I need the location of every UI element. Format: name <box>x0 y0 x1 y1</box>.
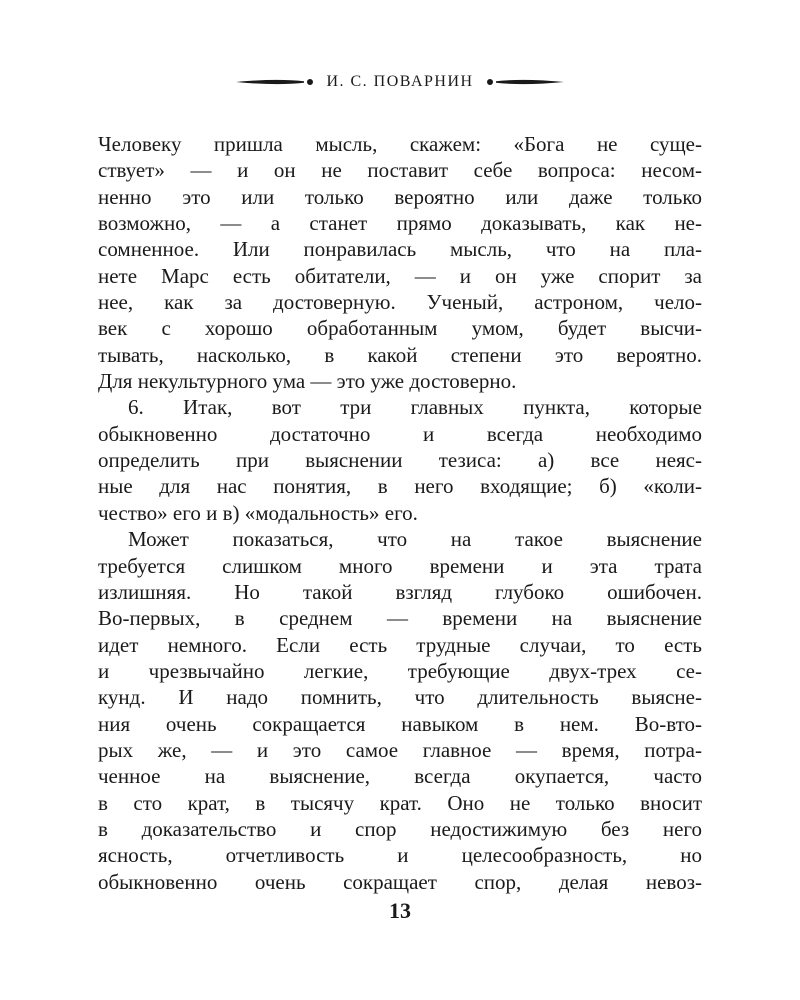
text-line: Во-первых, в среднем — времени на выяснение <box>98 606 702 631</box>
text-line: ные для нас понятия, в него входящие; б) «коли- <box>98 474 702 499</box>
text-line: нее, как за достоверную. Ученый, астроном, чело- <box>98 290 702 315</box>
running-head <box>0 70 800 94</box>
text-line: возможно, — а станет прямо доказывать, как не- <box>98 211 702 236</box>
text-line: рых же, — и это самое главное — время, потра- <box>98 737 702 762</box>
running-head-title: И. С. ПОВАРНИН <box>326 73 474 90</box>
text-line: кунд. И надо помнить, что длительность выясне- <box>98 685 702 710</box>
left-ornament-icon <box>236 77 316 87</box>
text-line: тывать, насколько, в какой степени это вероятно. <box>98 342 702 367</box>
text-line: 6. Итак, вот три главных пункта, которые <box>128 395 702 420</box>
text-line: ния очень сокращается навыком в нем. Во-вто- <box>98 711 702 736</box>
text-line: и чрезвычайно легкие, требующие двух-трех се- <box>98 658 702 683</box>
text-line: требуется слишком много времени и эта трата <box>98 553 702 578</box>
text-line: чество» его и в) «модальность» его. <box>98 500 418 525</box>
page-text <box>98 131 702 895</box>
text-line: обыкновенно очень сокращает спор, делая невоз- <box>98 869 702 894</box>
text-line: век с хорошо обработанным умом, будет высчи- <box>98 316 702 341</box>
text-line: обыкновенно достаточно и всегда необходимо <box>98 421 702 446</box>
text-line: ясность, отчетливость и целесообразность, но <box>98 843 702 868</box>
text-line: Человеку пришла мысль, скажем: «Бога не суще- <box>98 132 702 156</box>
right-ornament-icon <box>484 77 564 87</box>
text-line: ченное на выяснение, всегда окупается, часто <box>98 764 702 789</box>
page-number: 13 <box>389 898 411 923</box>
text-line: нете Марс есть обитатели, — и он уже спорит за <box>98 263 702 288</box>
text-line: сомненное. Или понравилась мысль, что на пла- <box>98 237 702 262</box>
text-line: определить при выяснении тезиса: а) все неяс- <box>98 448 702 473</box>
text-line: Может показаться, что на такое выяснение <box>128 527 702 552</box>
text-line: идет немного. Если есть трудные случаи, то есть <box>98 632 702 657</box>
text-line: ствует» — и он не поставит себе вопроса: несом- <box>98 158 702 183</box>
text-line: излишняя. Но такой взгляд глубоко ошибочен. <box>98 579 702 604</box>
text-line: в сто крат, в тысячу крат. Оно не только вносит <box>98 790 702 815</box>
text-line: Для некультурного ума — это уже достоверно. <box>98 369 517 394</box>
text-line: ненно это или только вероятно или даже только <box>98 184 702 209</box>
text-line: в доказательство и спор недостижимую без него <box>98 816 702 841</box>
